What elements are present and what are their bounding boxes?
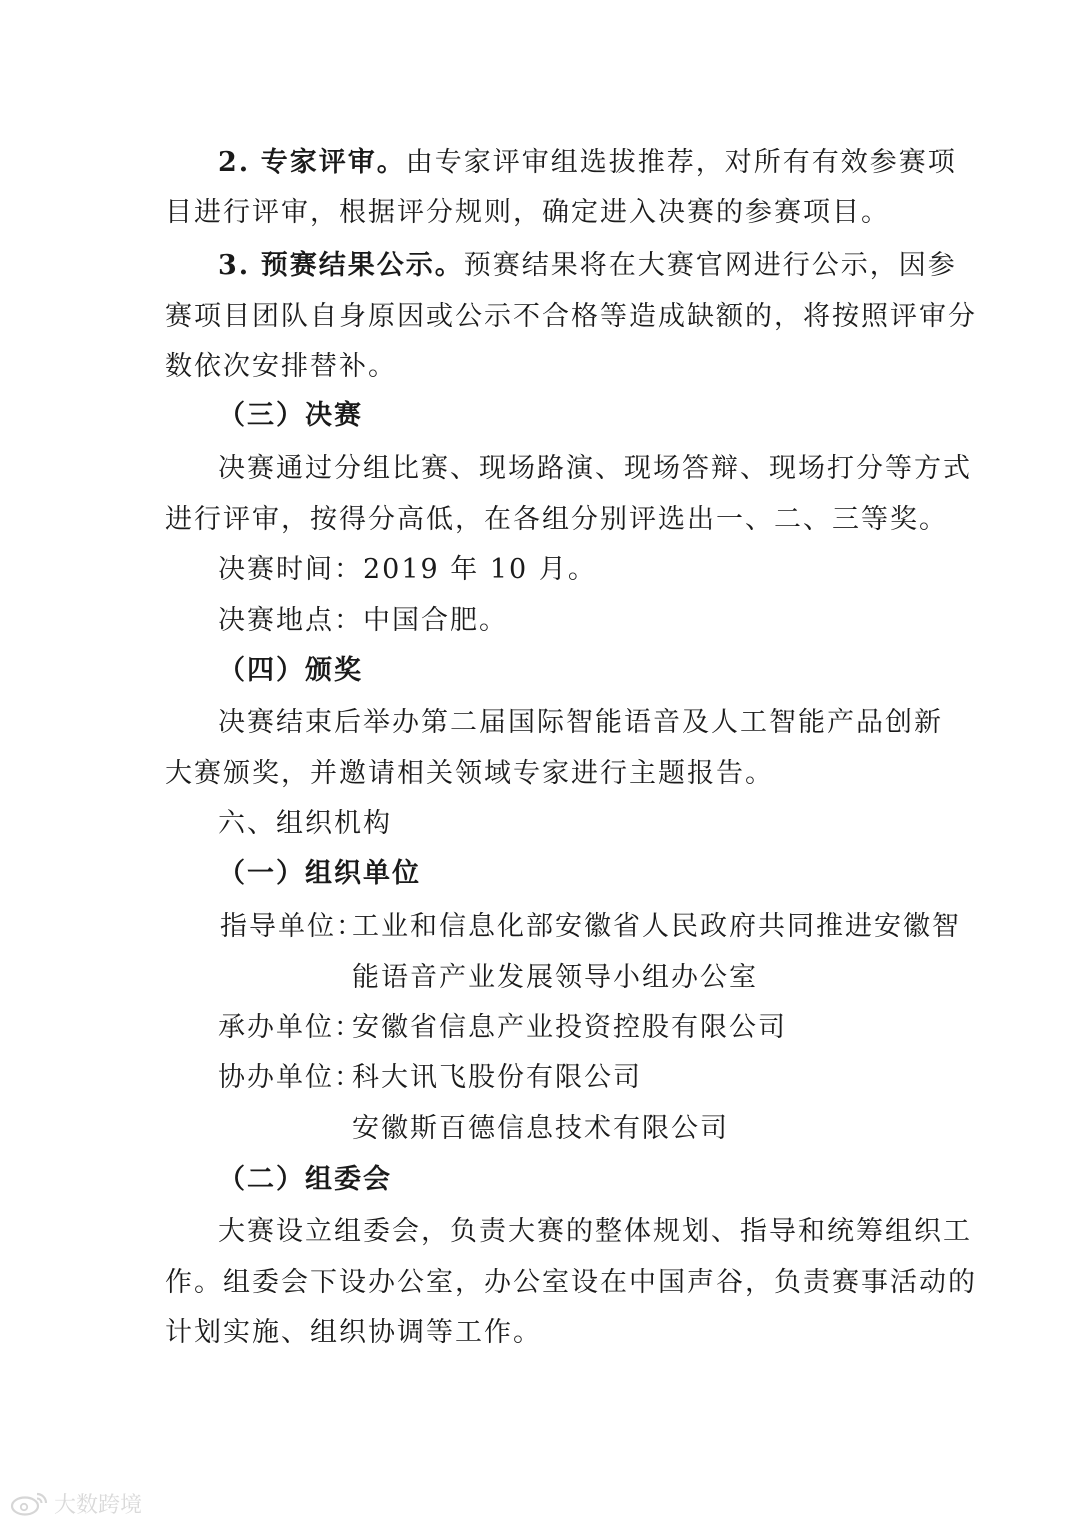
item-heading: 专家评审。: [260, 147, 406, 178]
paragraph-award-line2: 大赛颁奖，并邀请相关领域专家进行主题报告。: [165, 758, 774, 789]
item-number: 3.: [218, 250, 251, 281]
co-unit-value-1: 科大讯飞股份有限公司: [352, 1062, 642, 1093]
host-unit-value: 安徽省信息产业投资控股有限公司: [352, 1012, 787, 1043]
item-text: 预赛结果将在大赛官网进行公示，因参: [463, 250, 957, 281]
guide-unit-label: 指导单位：: [220, 911, 365, 942]
watermark-text: 大数跨境: [54, 1492, 143, 1518]
final-place: 决赛地点：中国合肥。: [218, 605, 508, 636]
section-heading-award: （四）颁奖: [218, 655, 363, 686]
paragraph-committee-line3: 计划实施、组织协调等工作。: [165, 1317, 542, 1348]
co-unit-value-2: 安徽斯百德信息技术有限公司: [352, 1113, 729, 1144]
item-number: 2.: [218, 147, 251, 178]
guide-unit-value-line2: 能语音产业发展领导小组办公室: [352, 962, 758, 993]
paragraph-committee-line1: 大赛设立组委会，负责大赛的整体规划、指导和统筹组织工: [218, 1216, 972, 1247]
host-unit-label: 承办单位：: [218, 1012, 363, 1043]
chapter-heading-organization: 六、组织机构: [218, 808, 392, 839]
paragraph-prelim-result-line2: 赛项目团队自身原因或公示不合格等造成缺额的，将按照评审分: [165, 301, 977, 332]
final-time: 决赛时间：2019 年 10 月。: [218, 554, 597, 585]
item-heading: 预赛结果公示。: [260, 250, 464, 281]
guide-unit-value-line1: 工业和信息化部安徽省人民政府共同推进安徽智: [352, 911, 961, 942]
paragraph-expert-review-line1: [218, 146, 957, 180]
co-unit-label: 协办单位：: [218, 1062, 363, 1093]
paragraph-final-line2: 进行评审，按得分高低，在各组分别评选出一、二、三等奖。: [165, 504, 948, 535]
paragraph-final-line1: 决赛通过分组比赛、现场路演、现场答辩、现场打分等方式: [218, 453, 972, 484]
paragraph-expert-review-line2: 目进行评审，根据评分规则，确定进入决赛的参赛项目。: [165, 197, 890, 228]
paragraph-committee-line2: 作。组委会下设办公室，办公室设在中国声谷，负责赛事活动的: [165, 1267, 977, 1298]
paragraph-award-line1: 决赛结束后举办第二届国际智能语音及人工智能产品创新: [218, 707, 943, 738]
item-text: 由专家评审组选拔推荐，对所有有效参赛项: [405, 147, 957, 178]
weibo-logo-icon: [10, 1490, 50, 1516]
section-heading-final: （三）决赛: [218, 400, 363, 431]
paragraph-prelim-result-line3: 数依次安排替补。: [165, 351, 397, 382]
paragraph-prelim-result-line1: [218, 249, 957, 283]
section-heading-committee: （二）组委会: [218, 1164, 392, 1195]
section-heading-org-units: （一）组织单位: [218, 858, 421, 889]
watermark: [10, 1486, 142, 1520]
